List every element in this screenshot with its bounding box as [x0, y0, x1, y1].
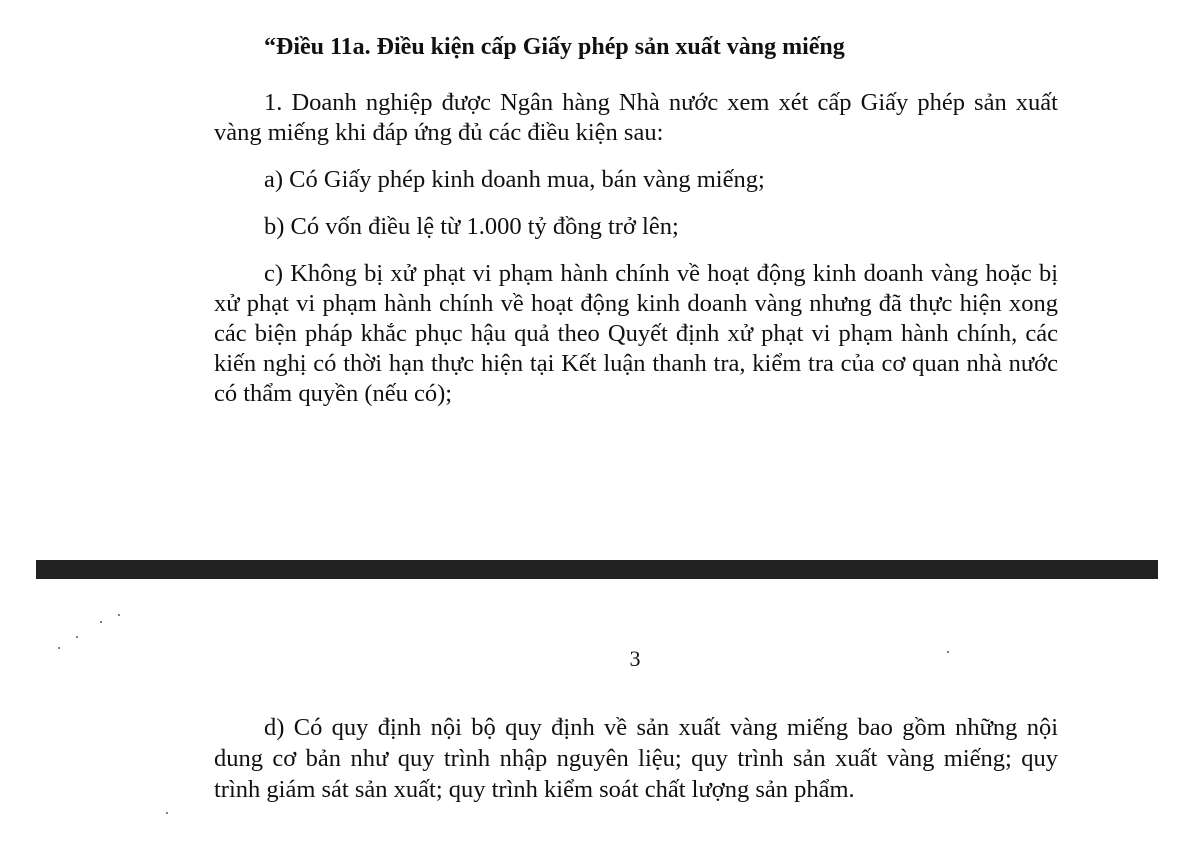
condition-c-paragraph: c) Không bị xử phạt vi phạm hành chính về hoạt động kinh doanh vàng hoặc bị xử phạt vi phạm hành chính về hoạt động kinh doanh vàng nhưng đã thực hiện xong các biện pháp khắc phục hậu quả theo Quyết định xử phạt vi phạm hành chính, các kiến nghị có thời hạn thực hiện tại Kết luận thanh tra, kiểm tra của cơ quan nhà nước có thẩm quyền (nếu có);	[214, 260, 1058, 407]
condition-b-paragraph: b) Có vốn điều lệ từ 1.000 tỷ đồng trở lên;	[264, 213, 679, 240]
condition-d-paragraph: d) Có quy định nội bộ quy định về sản xuất vàng miếng bao gồm những nội dung cơ bản như quy trình nhập nguyên liệu; quy trình sản xuất vàng miếng; quy trình giám sát sản xuất; quy trình kiểm soát chất lượng sản phẩm.	[214, 714, 1058, 803]
scan-speck	[100, 621, 102, 623]
lower-page-content	[214, 712, 1058, 805]
scan-speck	[166, 812, 168, 814]
condition-a-paragraph: a) Có Giấy phép kinh doanh mua, bán vàng miếng;	[264, 166, 765, 193]
article-heading: “Điều 11a. Điều kiện cấp Giấy phép sản xuất vàng miếng	[264, 34, 845, 60]
scan-speck	[76, 636, 78, 638]
page-break-separator	[36, 560, 1158, 579]
upper-page-content	[214, 32, 1058, 409]
clause-1-paragraph: 1. Doanh nghiệp được Ngân hàng Nhà nước xem xét cấp Giấy phép sản xuất vàng miếng khi đáp ứng đủ các điều kiện sau:	[214, 89, 1058, 146]
page-number: 3	[629, 646, 641, 671]
scan-speck	[58, 647, 60, 649]
scan-speck	[947, 651, 949, 653]
scan-speck	[118, 614, 120, 616]
